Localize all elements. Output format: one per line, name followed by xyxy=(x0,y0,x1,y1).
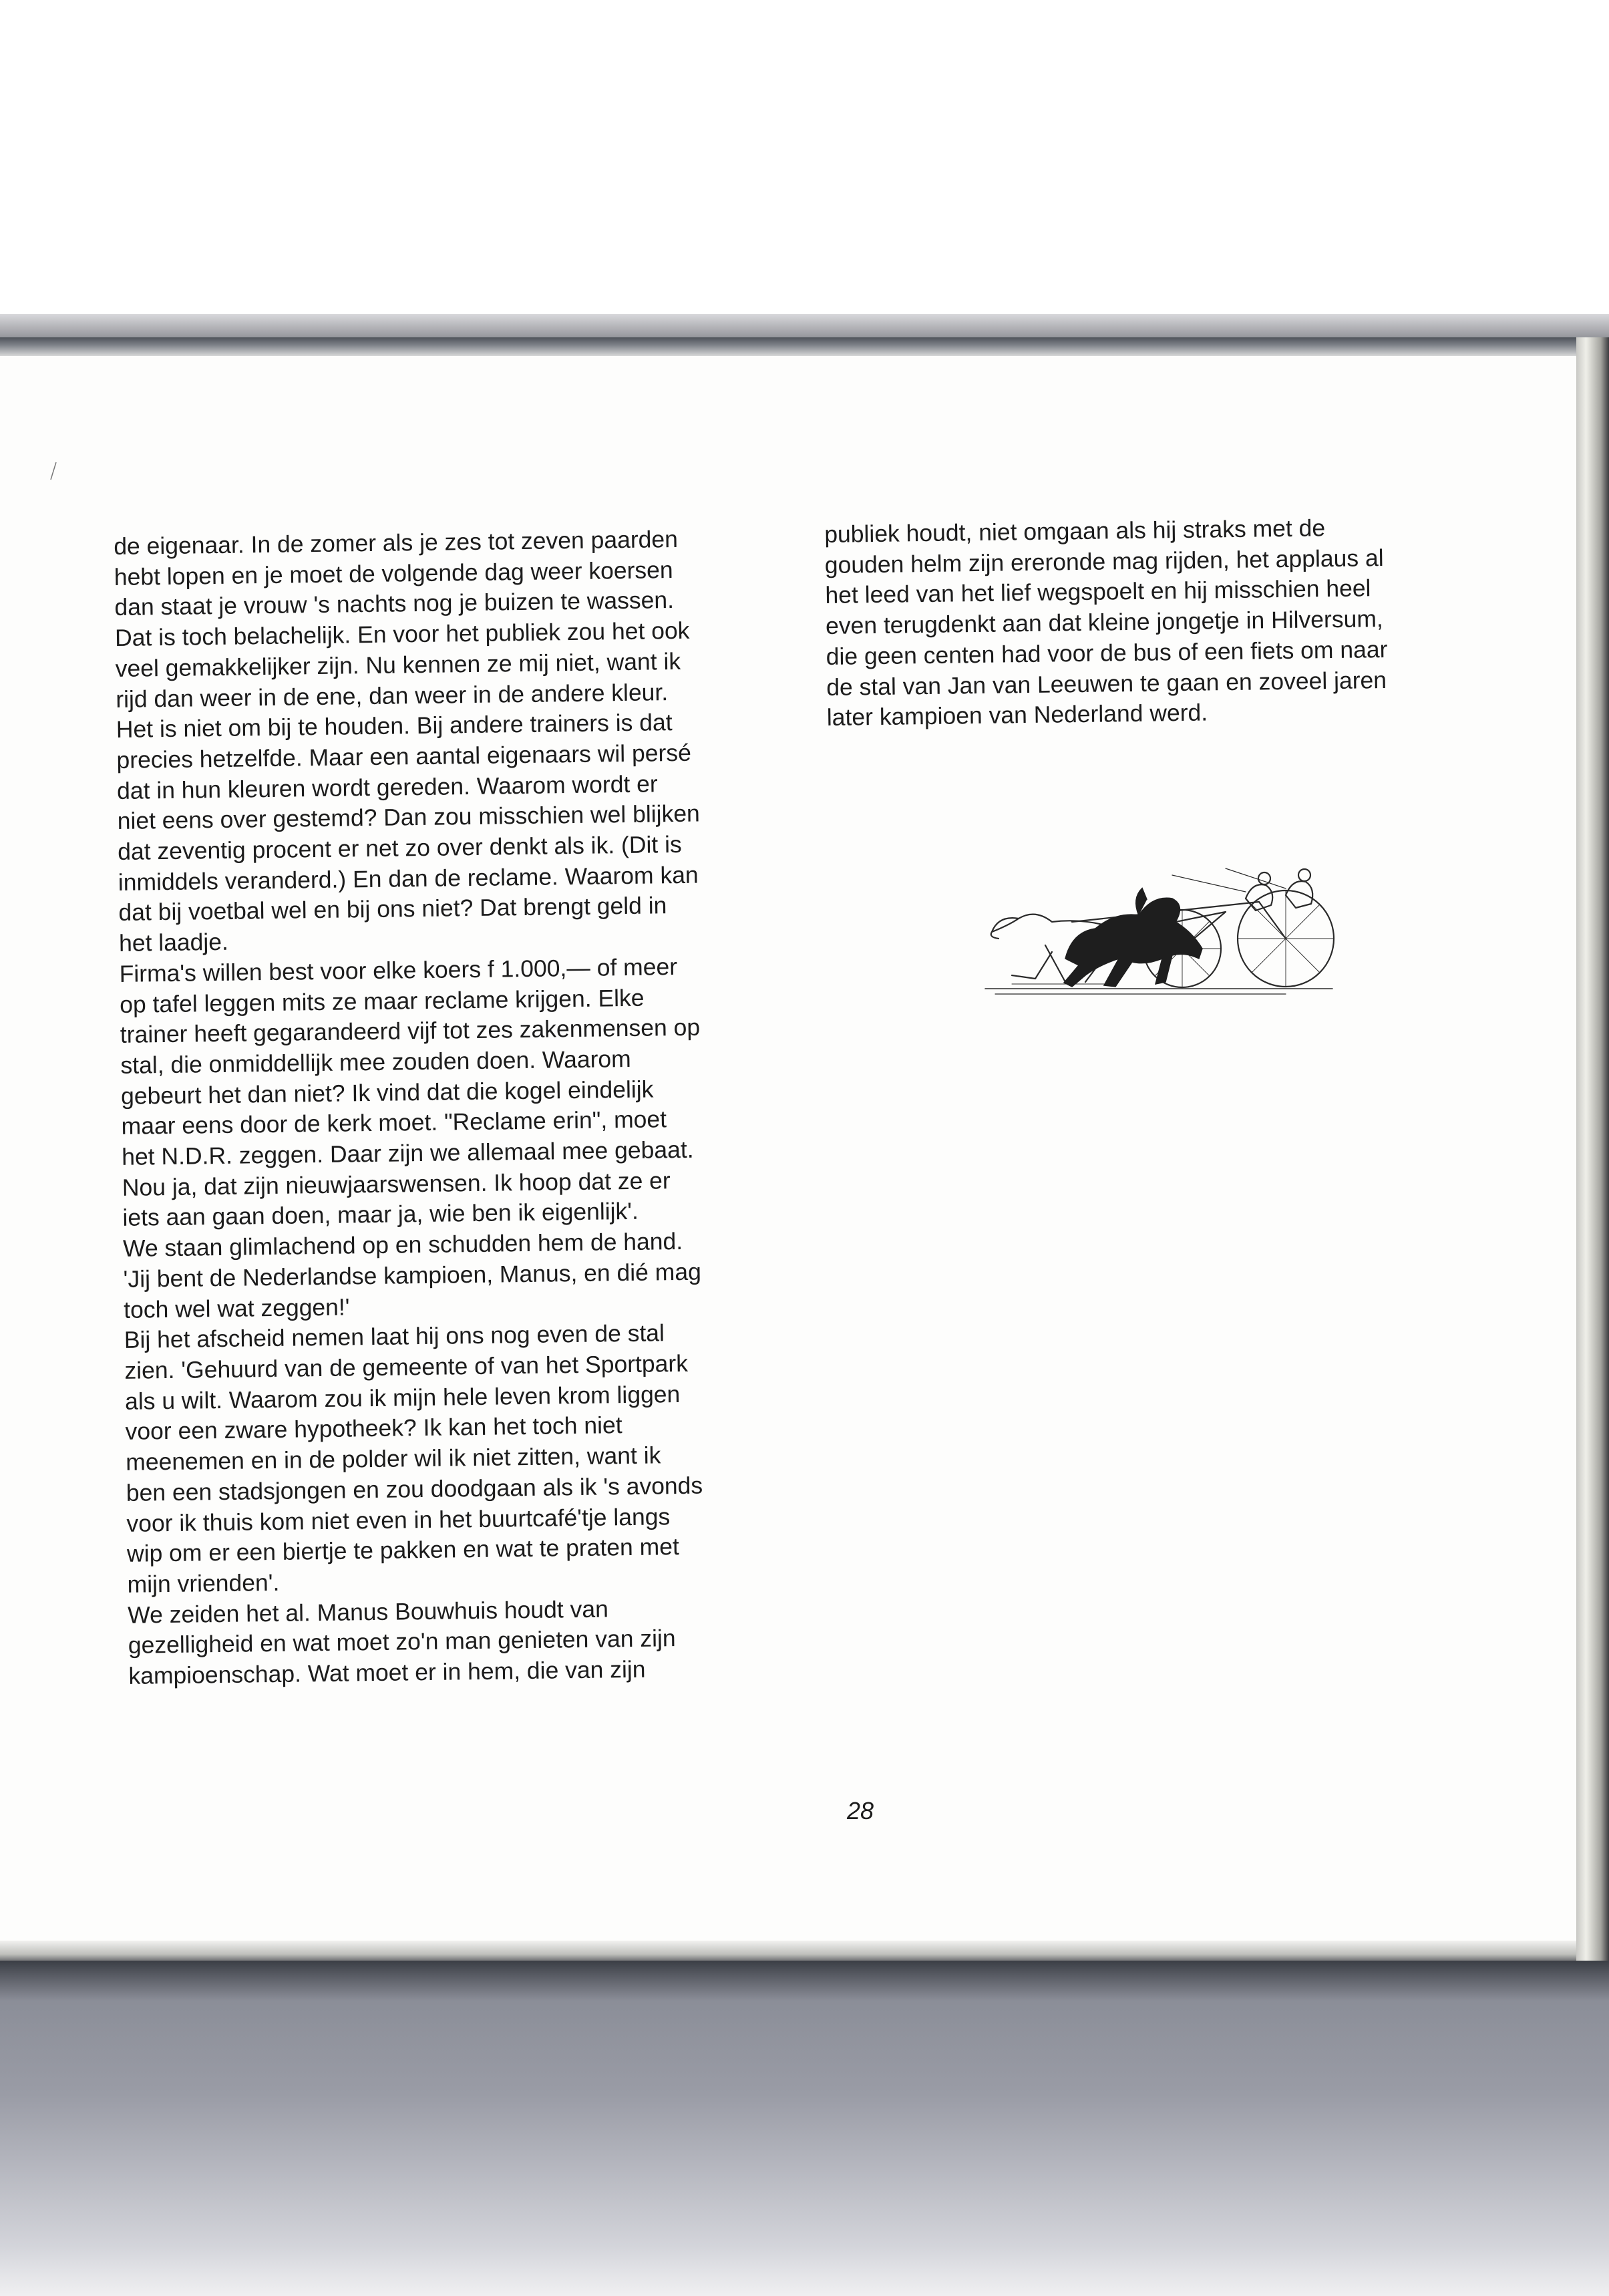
scan-backdrop-bottom xyxy=(0,1961,1609,2296)
text-line: rijd dan weer in de ene, dan weer in de andere kleur. xyxy=(116,678,669,713)
text-line: gezelligheid en wat moet zo'n man genieten van zijn xyxy=(128,1625,676,1659)
text-line: Firma's willen best voor elke koers f 1.000,— of meer xyxy=(119,953,678,987)
text-line: publiek houdt, niet omgaan als hij straks met de xyxy=(824,514,1326,548)
text-line: het N.D.R. zeggen. Daar zijn we allemaal mee gebaat. xyxy=(121,1136,694,1170)
text-line: Nou ja, dat zijn nieuwjaarswensen. Ik hoop dat ze er xyxy=(122,1166,671,1201)
text-line: hebt lopen en je moet de volgende dag weer koersen xyxy=(114,556,673,591)
pencil-mark xyxy=(47,461,60,481)
text-line: stal, die onmiddellijk mee zouden doen. Waarom xyxy=(120,1045,631,1079)
text-line: gebeurt het dan niet? Ik vind dat die kogel eindelijk xyxy=(120,1076,654,1110)
text-line: die geen centen had voor de bus of een fiets om naar xyxy=(826,635,1388,670)
text-line: mijn vrienden'. xyxy=(127,1569,280,1598)
text-line: veel gemakkelijker zijn. Nu kennen ze mij niet, want ik xyxy=(115,647,681,682)
right-text-column xyxy=(824,512,1389,733)
text-line: niet eens over gestemd? Dan zou misschien wel blijken xyxy=(117,800,701,835)
text-line: toch wel wat zeggen!' xyxy=(123,1293,350,1323)
book-cover-bottom-edge xyxy=(0,1941,1609,1963)
text-line: Het is niet om bij te houden. Bij andere trainers is dat xyxy=(116,709,673,744)
text-line: 'Jij bent de Nederlandse kampioen, Manus, en dié mag xyxy=(123,1258,702,1293)
trotting-horse-illustration xyxy=(972,858,1346,1012)
text-line: dat in hun kleuren wordt gereden. Waarom wordt er xyxy=(116,770,658,804)
text-line: de stal van Jan van Leeuwen te gaan en zoveel jaren xyxy=(826,666,1387,701)
text-line: de eigenaar. In de zomer als je zes tot zeven paarden xyxy=(114,525,679,560)
scan-backdrop-top xyxy=(0,314,1609,341)
text-line: kampioenschap. Wat moet er in hem, die van zijn xyxy=(128,1655,646,1689)
text-line: meenemen en in de polder wil ik niet zitten, want ik xyxy=(125,1442,661,1476)
book-cover-top-edge xyxy=(0,337,1609,356)
left-text-column xyxy=(114,524,711,1692)
page-number: 28 xyxy=(847,1797,874,1824)
text-line: maar eens door de kerk moet. "Reclame erin", moet xyxy=(121,1106,667,1140)
text-line: ben een stadsjongen en zou doodgaan als ik 's avonds xyxy=(126,1472,703,1506)
text-line: gouden helm zijn ereronde mag rijden, het applaus al xyxy=(824,544,1384,579)
text-line: het laadje. xyxy=(118,928,229,957)
text-line: precies hetzelfde. Maar een aantal eigenaars wil persé xyxy=(116,739,692,774)
text-line: We staan glimlachend op en schudden hem de hand. xyxy=(122,1228,683,1263)
text-line: inmiddels veranderd.) En dan de reclame. Waarom kan xyxy=(118,861,699,896)
text-line: iets aan gaan doen, maar ja, wie ben ik eigenlijk'. xyxy=(122,1198,639,1232)
text-line: het leed van het lief wegspoelt en hij misschien heel xyxy=(825,575,1371,609)
text-line: op tafel leggen mits ze maar reclame krijgen. Elke xyxy=(119,984,645,1018)
text-line: Bij het afscheid nemen laat hij ons nog even de stal xyxy=(124,1319,665,1354)
text-line: trainer heeft gegarandeerd vijf tot zes zakenmensen op xyxy=(120,1013,701,1049)
text-line: Dat is toch belachelijk. En voor het publiek zou het ook xyxy=(114,617,690,652)
text-line: zien. 'Gehuurd van de gemeente of van het Sportpark xyxy=(124,1349,689,1384)
scan-top-margin xyxy=(0,0,1609,314)
text-line: We zeiden het al. Manus Bouwhuis houdt van xyxy=(127,1595,609,1629)
text-line: voor ik thuis kom niet even in het buurtcafé'tje langs xyxy=(126,1502,671,1537)
text-line: voor een zware hypotheek? Ik kan het toch niet xyxy=(125,1412,622,1446)
text-line: dat bij voetbal wel en bij ons niet? Dat brengt geld in xyxy=(118,892,667,927)
text-line: als u wilt. Waarom zou ik mijn hele leven krom liggen xyxy=(124,1380,681,1415)
text-line: even terugdenkt aan dat kleine jongetje in Hilversum, xyxy=(825,605,1384,640)
text-line: later kampioen van Nederland werd. xyxy=(826,699,1208,731)
text-line: dat zeventig procent er net zo over denkt als ik. (Dit is xyxy=(118,830,682,865)
text-line: dan staat je vrouw 's nachts nog je buizen te wassen. xyxy=(114,587,675,621)
text-line: wip om er een biertje te pakken en wat te praten met xyxy=(126,1533,680,1568)
book-cover-right-edge xyxy=(1576,337,1609,1967)
